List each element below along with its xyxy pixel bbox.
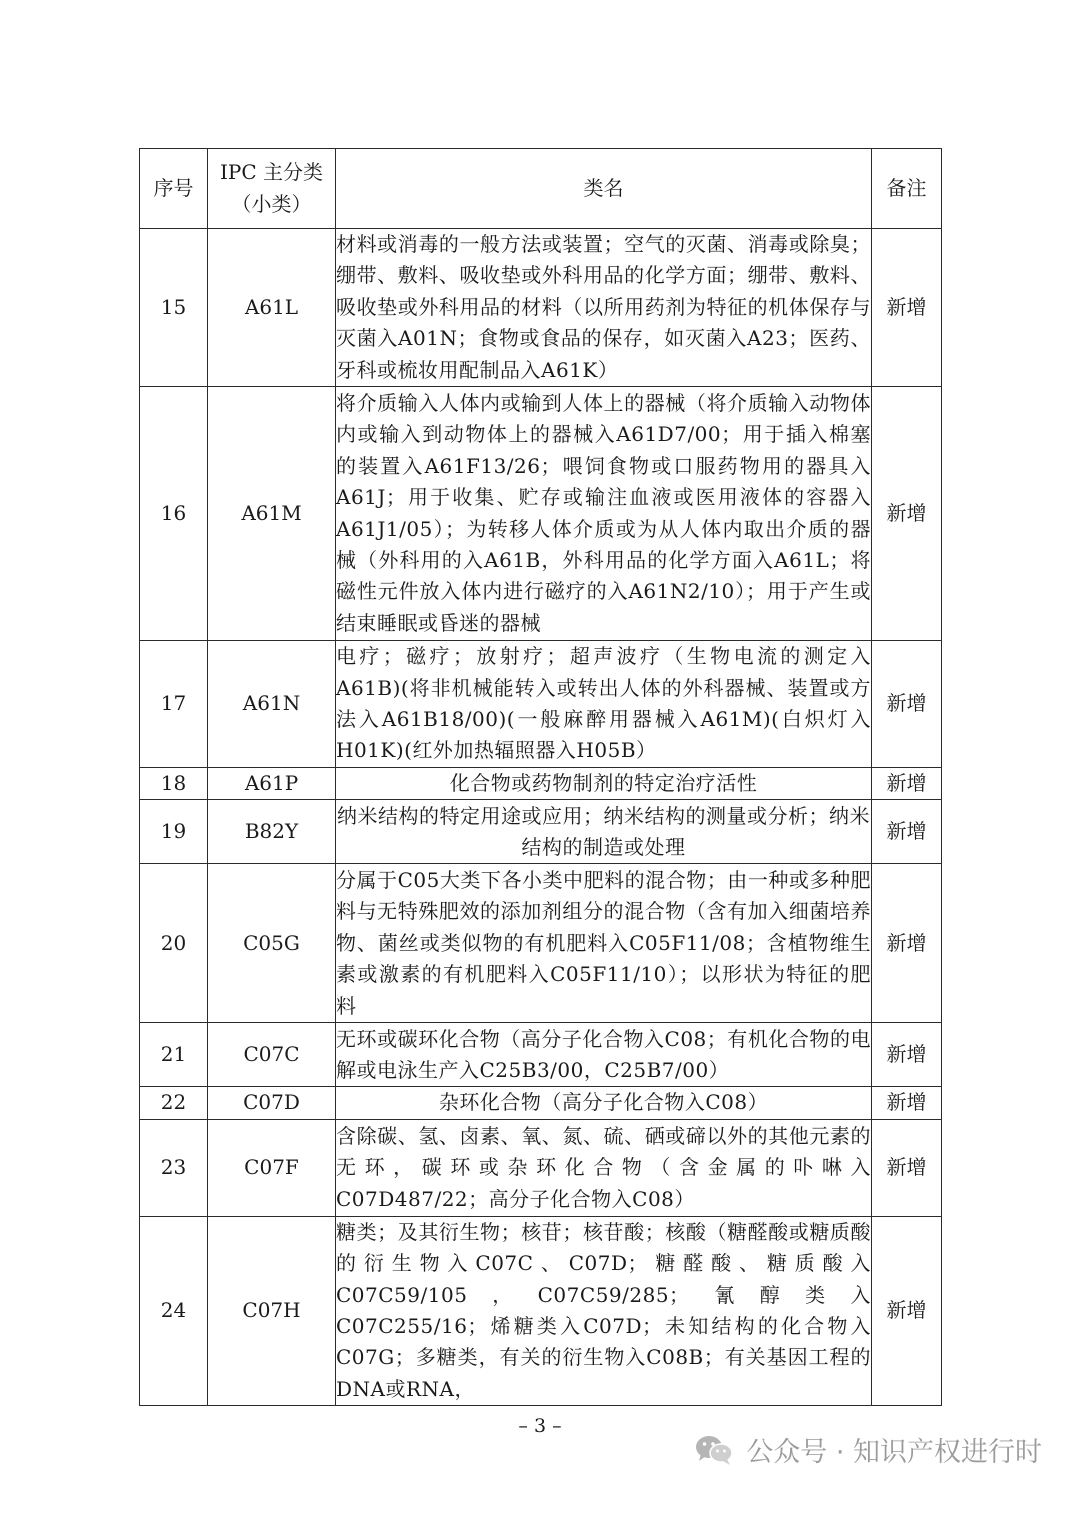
table-row bbox=[140, 387, 942, 641]
row-ipc: C07F bbox=[208, 1119, 336, 1216]
row-seq: 17 bbox=[140, 641, 208, 768]
row-ipc: A61M bbox=[208, 387, 336, 641]
row-ipc: A61P bbox=[208, 768, 336, 800]
table-row bbox=[140, 800, 942, 864]
header-ipc-line2: （小类） bbox=[231, 191, 312, 216]
row-name: 电疗；磁疗；放射疗；超声波疗（生物电流的测定入A61B)(将非机械能转入或转出人体的外科器械、装置或方法入A61B18/00)(一般麻醉用器械入A61M)(白炽灯入H01K)(红外加热辐照器入H05B） bbox=[336, 641, 872, 768]
row-remark: 新增 bbox=[872, 1216, 942, 1405]
row-ipc: C07H bbox=[208, 1216, 336, 1405]
table-row bbox=[140, 1119, 942, 1216]
row-name: 将介质输入人体内或输到人体上的器械（将介质输入动物体内或输入到动物体上的器械入A61D7/00；用于插入棉塞的装置入A61F13/26；喂饲食物或口服药物用的器具入A61J；用于收集、贮存或输注血液或医用液体的容器入A61J1/05）；为转移人体介质或为从人体内取出介质的器械（外科用的入A61B，外科用品的化学方面入A61L；将磁性元件放入体内进行磁疗的入A61N2/10）；用于产生或结束睡眠或昏迷的器械 bbox=[336, 387, 872, 641]
header-remark: 备注 bbox=[872, 149, 942, 229]
row-ipc: C07C bbox=[208, 1023, 336, 1087]
row-name: 含除碳、氢、卤素、氧、氮、硫、硒或碲以外的其他元素的无环，碳环或杂环化合物（含金属的卟啉入C07D487/22；高分子化合物入C08） bbox=[336, 1119, 872, 1216]
header-ipc-line1: IPC 主分类 bbox=[219, 160, 324, 185]
row-name: 材料或消毒的一般方法或装置；空气的灭菌、消毒或除臭；绷带、敷料、吸收垫或外科用品的化学方面；绷带、敷料、吸收垫或外科用品的材料（以所用药剂为特征的机体保存与灭菌入A01N；食物或食品的保存，如灭菌入A23；医药、牙科或梳妆用配制品入A61K） bbox=[336, 229, 872, 387]
watermark bbox=[694, 1430, 1042, 1469]
row-name: 杂环化合物（高分子化合物入C08） bbox=[336, 1087, 872, 1119]
row-remark: 新增 bbox=[872, 229, 942, 387]
row-ipc: B82Y bbox=[208, 800, 336, 864]
row-seq: 20 bbox=[140, 864, 208, 1023]
row-remark: 新增 bbox=[872, 387, 942, 641]
row-name: 无环或碳环化合物（高分子化合物入C08；有机化合物的电解或电泳生产入C25B3/00，C25B7/00） bbox=[336, 1023, 872, 1087]
row-seq: 15 bbox=[140, 229, 208, 387]
table-row bbox=[140, 1216, 942, 1405]
wechat-icon bbox=[694, 1434, 734, 1466]
header-name: 类名 bbox=[336, 149, 872, 229]
table-row bbox=[140, 1023, 942, 1087]
row-seq: 22 bbox=[140, 1087, 208, 1119]
row-seq: 16 bbox=[140, 387, 208, 641]
row-ipc: A61N bbox=[208, 641, 336, 768]
row-remark: 新增 bbox=[872, 768, 942, 800]
watermark-text: 公众号 · 知识产权进行时 bbox=[746, 1437, 1042, 1468]
table-row bbox=[140, 1087, 942, 1119]
table-row bbox=[140, 768, 942, 800]
row-remark: 新增 bbox=[872, 641, 942, 768]
table-header-row bbox=[140, 149, 942, 229]
row-name: 糖类；及其衍生物；核苷；核苷酸；核酸（糖醛酸或糖质酸的衍生物入C07C、C07D；糖醛酸、糖质酸入C07C59/105，C07C59/285；氰醇类入C07C255/16；烯糖类入C07D；未知结构的化合物入C07G；多糖类，有关的衍生物入C08B；有关基因工程的DNA或RNA， bbox=[336, 1216, 872, 1405]
row-ipc: C07D bbox=[208, 1087, 336, 1119]
header-ipc bbox=[208, 149, 336, 229]
row-seq: 21 bbox=[140, 1023, 208, 1087]
row-name: 分属于C05大类下各小类中肥料的混合物；由一种或多种肥料与无特殊肥效的添加剂组分的混合物（含有加入细菌培养物、菌丝或类似物的有机肥料入C05F11/08；含植物维生素或激素的有机肥料入C05F11/10）；以形状为特征的肥料 bbox=[336, 864, 872, 1023]
row-remark: 新增 bbox=[872, 864, 942, 1023]
row-seq: 18 bbox=[140, 768, 208, 800]
row-seq: 24 bbox=[140, 1216, 208, 1405]
row-name: 化合物或药物制剂的特定治疗活性 bbox=[336, 768, 872, 800]
row-ipc: A61L bbox=[208, 229, 336, 387]
table-row bbox=[140, 229, 942, 387]
row-remark: 新增 bbox=[872, 1023, 942, 1087]
table-row bbox=[140, 641, 942, 768]
row-remark: 新增 bbox=[872, 1119, 942, 1216]
row-name: 纳米结构的特定用途或应用；纳米结构的测量或分析；纳米结构的制造或处理 bbox=[336, 800, 872, 864]
ipc-table bbox=[139, 148, 942, 1406]
header-seq: 序号 bbox=[140, 149, 208, 229]
row-seq: 23 bbox=[140, 1119, 208, 1216]
row-ipc: C05G bbox=[208, 864, 336, 1023]
page-number: – 3 – bbox=[518, 1415, 562, 1437]
row-seq: 19 bbox=[140, 800, 208, 864]
table-row bbox=[140, 864, 942, 1023]
row-remark: 新增 bbox=[872, 1087, 942, 1119]
row-remark: 新增 bbox=[872, 800, 942, 864]
